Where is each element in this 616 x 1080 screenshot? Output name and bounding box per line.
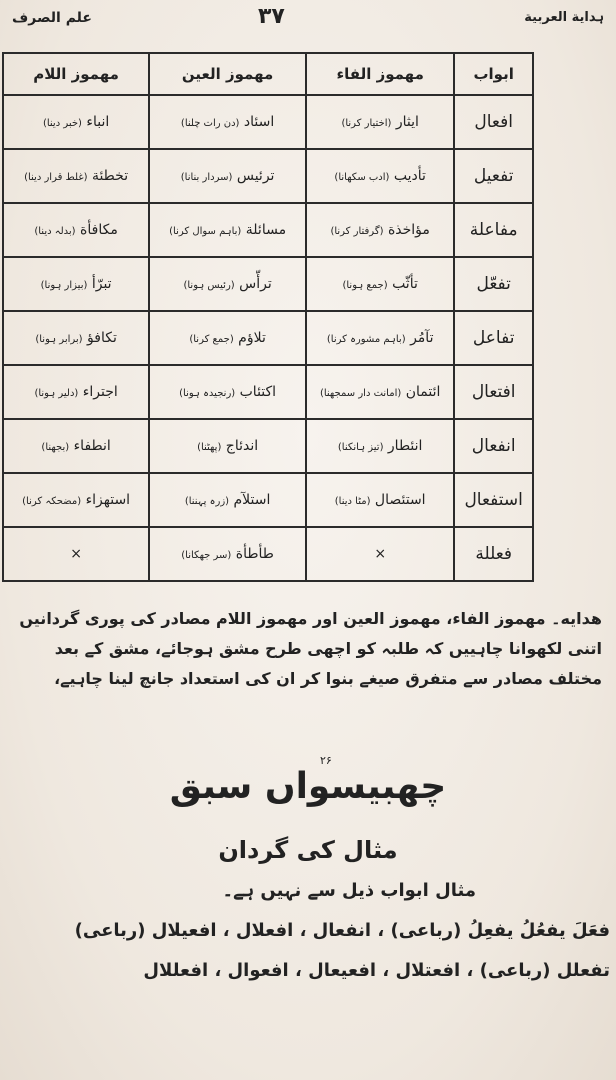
- table-body: [3, 95, 533, 581]
- table-cell: [3, 149, 149, 203]
- cell-gloss: (سردار بنانا): [180, 172, 233, 183]
- cell-gloss: (پھٹنا): [197, 442, 222, 453]
- table-row: [3, 95, 533, 149]
- table-cell: [306, 365, 454, 419]
- cell-gloss: (رنجیدہ ہونا): [179, 388, 236, 399]
- cell-gloss: (تیز ہانکنا): [337, 442, 384, 453]
- table-cell: [454, 365, 533, 419]
- cell-word: ترئیس: [236, 168, 275, 184]
- cell-word: مؤاخذة: [387, 222, 430, 238]
- table-cell: [306, 527, 454, 581]
- book-title: ہداية العربية: [524, 10, 604, 25]
- cell-word: ×: [70, 546, 82, 562]
- cell-word: استلآم: [233, 492, 271, 508]
- cell-word: تأثّب: [392, 276, 418, 292]
- cell-gloss: (غلط قرار دینا): [24, 172, 88, 183]
- table-row: [3, 419, 533, 473]
- table-cell: [149, 203, 306, 257]
- table-row: [3, 527, 533, 581]
- table-cell: [454, 527, 533, 581]
- column-header: مهموز اللام: [3, 53, 149, 95]
- cell-word: انفعال: [471, 436, 516, 456]
- cell-gloss: (باہم مشورہ کرنا): [326, 334, 406, 345]
- table-cell: [149, 365, 306, 419]
- cell-word: تأدیب: [393, 168, 426, 184]
- cell-gloss: (مضحکہ کرنا): [22, 496, 82, 507]
- table-cell: [306, 419, 454, 473]
- cell-gloss: (دلیر ہونا): [34, 388, 79, 399]
- table-cell: [149, 149, 306, 203]
- cell-gloss: (زرہ پہننا): [184, 496, 230, 507]
- column-header: مهموز الفاء: [306, 53, 454, 95]
- cell-word: تفعیل: [473, 166, 514, 186]
- cell-word: اکتئاب: [239, 384, 277, 400]
- cell-word: فعللة: [475, 544, 513, 564]
- table-row: [3, 203, 533, 257]
- cell-gloss: (دن رات چلنا): [180, 118, 240, 129]
- table-cell: [306, 95, 454, 149]
- cell-gloss: (ادب سکھانا): [334, 172, 390, 183]
- cell-word: ترأّس: [239, 276, 272, 292]
- cell-word: استھزاء: [85, 492, 131, 508]
- conjugation-table: [2, 52, 534, 582]
- table-cell: [306, 311, 454, 365]
- cell-word: طأطأة: [235, 546, 274, 562]
- table-cell: [149, 527, 306, 581]
- cell-word: تکافؤ: [87, 330, 117, 346]
- page-header: [8, 4, 608, 34]
- cell-gloss: (مٹا دینا): [334, 496, 371, 507]
- bab-list-line-2: تفعلل (رباعی) ، افعتلال ، افعیعال ، افعوال ، افعللال: [143, 960, 610, 981]
- cell-gloss: (جمع ہونا): [342, 280, 388, 291]
- cell-gloss: (گرفتار کرنا): [330, 226, 384, 237]
- cell-gloss: (بدلہ دینا): [34, 226, 76, 237]
- table-header-row: [3, 53, 533, 95]
- table-cell: [149, 257, 306, 311]
- cell-gloss: (بیزار ہونا): [40, 280, 88, 291]
- table-cell: [306, 473, 454, 527]
- table-cell: [306, 203, 454, 257]
- cell-gloss: (بجھنا): [41, 442, 70, 453]
- cell-word: انباء: [86, 114, 110, 130]
- cell-word: انئطار: [387, 438, 423, 454]
- cell-word: تخطئة: [91, 168, 129, 184]
- cell-word: اندئاج: [225, 438, 259, 454]
- page-number: ۳۷: [258, 4, 285, 29]
- table-cell: [149, 95, 306, 149]
- cell-word: ایثار: [395, 114, 419, 130]
- cell-gloss: (خبر دینا): [42, 118, 82, 129]
- cell-word: مسائلة: [245, 222, 287, 238]
- table-cell: [3, 365, 149, 419]
- table-cell: [454, 311, 533, 365]
- cell-word: تفعّل: [476, 274, 511, 294]
- cell-word: استفعال: [464, 490, 523, 510]
- table-cell: [3, 95, 149, 149]
- table-cell: [454, 203, 533, 257]
- lesson-title: چھبیسواں سبق: [169, 766, 447, 807]
- table-cell: [3, 473, 149, 527]
- table-cell: [306, 149, 454, 203]
- cell-word: مفاعلة: [469, 220, 518, 240]
- cell-gloss: (برابر ہونا): [35, 334, 83, 345]
- cell-word: افعال: [474, 112, 513, 132]
- table-cell: [149, 419, 306, 473]
- cell-word: اسئاد: [243, 114, 275, 130]
- column-header: ابواب: [454, 53, 533, 95]
- table-row: [3, 365, 533, 419]
- table-row: [3, 473, 533, 527]
- table-cell: [306, 257, 454, 311]
- cell-word: انطفاء: [73, 438, 111, 454]
- table-row: [3, 149, 533, 203]
- instruction-note: [14, 604, 602, 694]
- table-cell: [149, 311, 306, 365]
- cell-gloss: (سر جھکانا): [181, 550, 232, 561]
- subject-title: علم الصرف: [12, 10, 92, 26]
- cell-word: اجتراء: [82, 384, 118, 400]
- cell-gloss: (باہم سوال کرنا): [169, 226, 242, 237]
- cell-gloss: (اختیار کرنا): [341, 118, 392, 129]
- cell-word: مکافأة: [80, 222, 118, 238]
- table-cell: [3, 419, 149, 473]
- table-cell: [454, 149, 533, 203]
- cell-word: تبرّأ: [91, 276, 112, 292]
- column-header: مهموز العين: [149, 53, 306, 95]
- table-cell: [3, 257, 149, 311]
- table-cell: [149, 473, 306, 527]
- cell-gloss: (جمع کرنا): [189, 334, 234, 345]
- cell-word: ×: [374, 546, 387, 562]
- table-row: [3, 311, 533, 365]
- table-cell: [454, 95, 533, 149]
- table-row: [3, 257, 533, 311]
- cell-word: استئصال: [374, 492, 426, 508]
- lesson-note: مثال ابواب ذیل سے نہیں ہے۔: [222, 880, 476, 901]
- table-cell: [454, 257, 533, 311]
- table-cell: [3, 527, 149, 581]
- table-cell: [454, 419, 533, 473]
- cell-gloss: (امانت دار سمجھنا): [319, 388, 402, 399]
- table-cell: [3, 311, 149, 365]
- cell-word: تآمُر: [410, 330, 434, 346]
- lesson-number: ۲۶: [320, 754, 332, 767]
- cell-gloss: (رئیس ہونا): [183, 280, 235, 291]
- cell-word: تفاعل: [472, 328, 515, 348]
- instruction-paragraph: هدايه۔ مهموز الفاء، مهموز العين اور مهموز اللام مصادر کی پوری گردانیں اتنی لکھوانا چاہییں کہ طلبہ کو اچھی طرح مشق ہوجائے، مشق کے بعد مختلف مصادر سے متفرق صیغے بنوا کر ان کی استعداد جانچ لینا چاہیے،: [19, 609, 602, 688]
- cell-word: تلاؤم: [238, 330, 266, 346]
- cell-word: ائتمان: [405, 384, 441, 400]
- lesson-subtitle: مثال کی گردان: [218, 836, 398, 864]
- table-cell: [454, 473, 533, 527]
- table-cell: [3, 203, 149, 257]
- cell-word: افتعال: [471, 382, 516, 402]
- bab-list-line-1: فعَلَ یفعُلُ یفعِلُ (رباعی) ، انفعال ، افعلال ، افعیلال (رباعی): [74, 920, 610, 941]
